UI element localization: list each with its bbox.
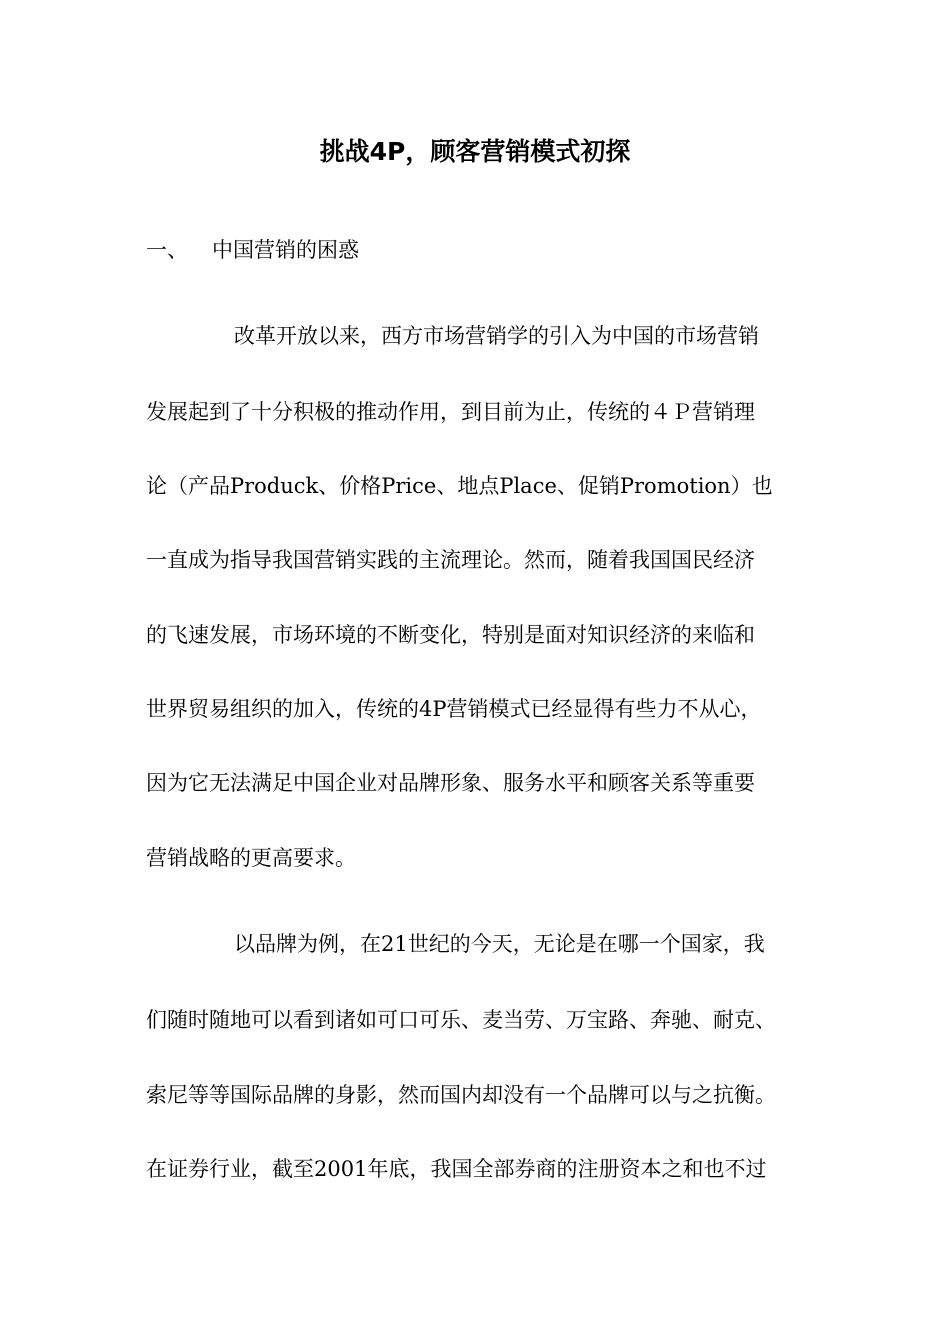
paragraph-line: 一直成为指导我国营销实践的主流理论。然而，随着我国国民经济 (146, 548, 755, 572)
paragraph-line: 们随时随地可以看到诸如可口可乐、麦当劳、万宝路、奔驰、耐克、 (146, 1008, 776, 1032)
document-title: 挑战4P，顾客营销模式初探 (319, 137, 631, 166)
paragraph-line: 以品牌为例，在21世纪的今天，无论是在哪一个国家，我 (234, 932, 765, 956)
paragraph-line: 因为它无法满足中国企业对品牌形象、服务水平和顾客关系等重要 (146, 771, 755, 795)
section-heading (146, 232, 359, 268)
paragraph-line: 发展起到了十分积极的推动作用，到目前为止，传统的４Ｐ营销理 (146, 400, 755, 424)
section-title: 中国营销的困惑 (212, 238, 359, 262)
paragraph-line: 论（产品Produck、价格Price、地点Place、促销Promotion）也 (146, 474, 773, 498)
paragraph-line: 在证券行业，截至2001年底，我国全部券商的注册资本之和也不过 (146, 1157, 767, 1181)
paragraph-line: 营销战略的更高要求。 (146, 846, 356, 870)
section-number: 一、 (146, 238, 188, 262)
paragraph-line: 的飞速发展，市场环境的不断变化，特别是面对知识经济的来临和 (146, 623, 755, 647)
paragraph-line: 改革开放以来，西方市场营销学的引入为中国的市场营销 (234, 324, 759, 348)
paragraph-line: 世界贸易组织的加入，传统的4P营销模式已经显得有些力不从心， (146, 697, 762, 721)
paragraph-line: 索尼等等国际品牌的身影，然而国内却没有一个品牌可以与之抗衡。 (146, 1083, 776, 1107)
